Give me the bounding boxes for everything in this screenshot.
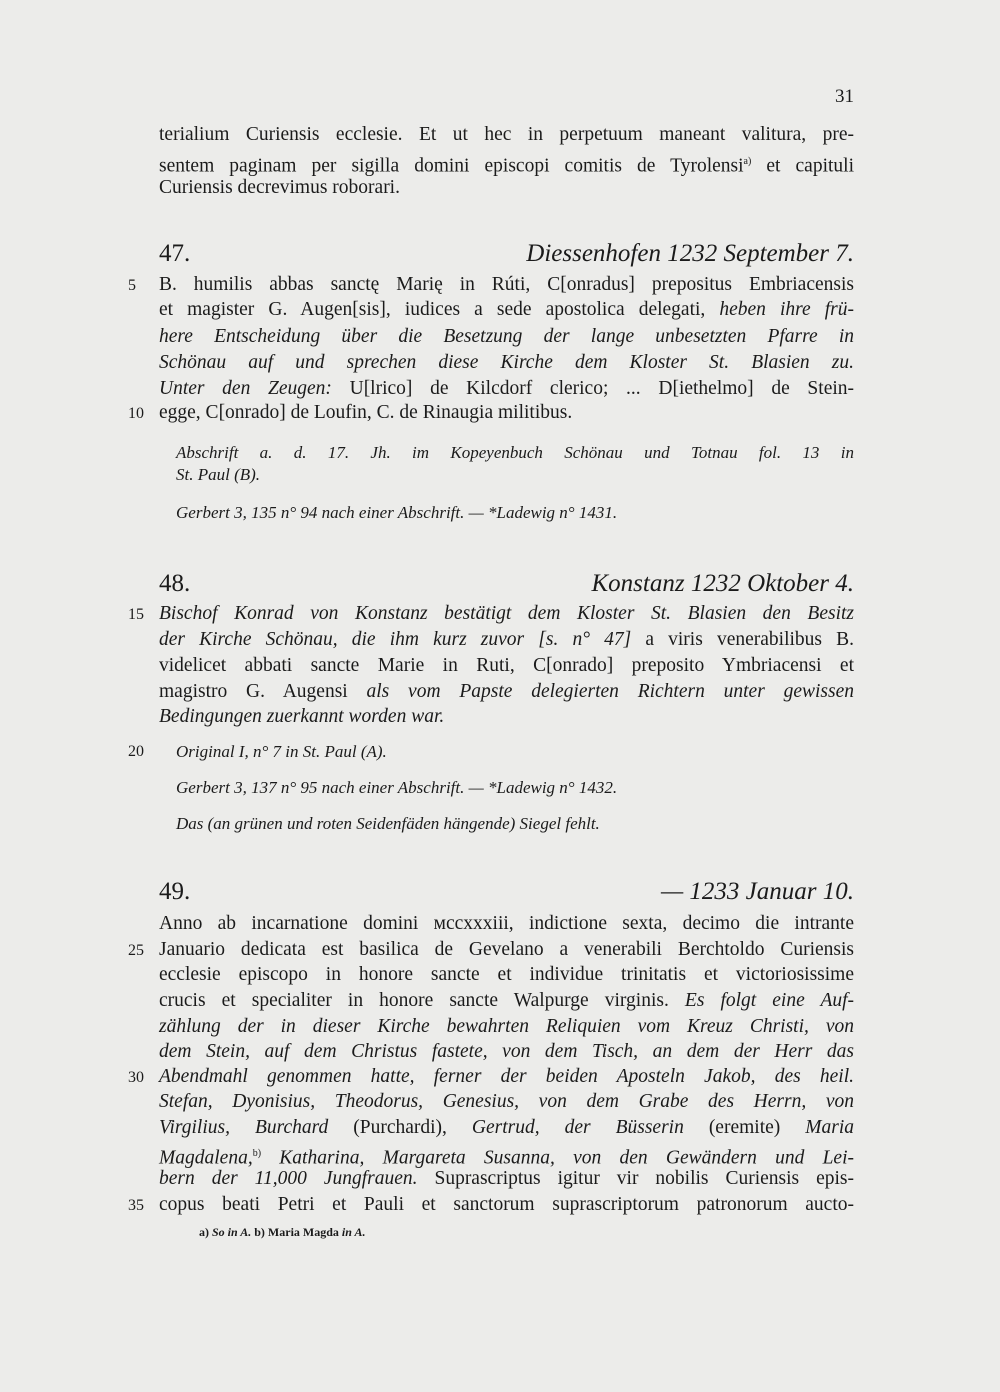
document-number: 48. xyxy=(159,570,191,597)
text-line: Schönau auf und sprechen diese Kirche dem Kloster St. Blasien zu. xyxy=(159,352,854,373)
text-line: terialium Curiensis ecclesie. Et ut hec in perpetuum maneant valitura, pre- xyxy=(159,124,854,145)
text-line: zählung der in dieser Kirche bewahrten Reliquien vom Kreuz Christi, von xyxy=(159,1016,854,1037)
text-line: sentem paginam per sigilla domini episcopi comitis de Tyrolensi$^{a)}$ et capituli xyxy=(159,155,854,177)
text-line: B. humilis abbas sanctę Marię in Rúti, C[onradus] prepositus Embriacensis xyxy=(159,274,854,295)
text-line: bern der 11,000 Jungfrauen. Suprascriptus igitur vir nobilis Curiensis epis- xyxy=(159,1168,855,1189)
line-number: 10 xyxy=(128,405,144,422)
source-note: Abschrift a. d. 17. Jh. im Kopeyenbuch Schönau und Totnau fol. 13 in xyxy=(176,443,854,462)
line-number: 15 xyxy=(128,606,144,623)
text-line: et magister G. Augen[sis], iudices a sede apostolica delegati, heben ihre frü- xyxy=(159,299,855,320)
text-line: dem Stein, auf dem Christus fastete, von dem Tisch, an dem der Herr das xyxy=(159,1041,854,1062)
source-note: Original I, n° 7 in St. Paul (A). xyxy=(176,742,387,761)
text-line: Virgilius, Burchard (Purchardi), Gertrud, der Büsserin (eremite) Maria xyxy=(159,1117,854,1138)
text-line: Januario dedicata est basilica de Gevelano a venerabili Berchtoldo Curiensis xyxy=(159,939,854,960)
text-line: copus beati Petri et Pauli et sanctorum suprascriptorum patronorum aucto- xyxy=(159,1194,854,1215)
page-number: 31 xyxy=(835,86,854,107)
text-line: videlicet abbati sancte Marie in Ruti, C[onrado] preposito Ymbriacensi et xyxy=(159,655,854,676)
text-line: Stefan, Dyonisius, Theodorus, Genesius, von dem Grabe des Herrn, von xyxy=(159,1091,854,1112)
footnote-marker: a) xyxy=(743,156,752,167)
source-note: Gerbert 3, 135 n° 94 nach einer Abschrift. — *Ladewig n° 1431. xyxy=(176,503,618,522)
text-line: Curiensis decrevimus roborari. xyxy=(159,177,400,198)
text-line: ecclesie episcopo in honore sancte et individue trinitatis et victoriosissime xyxy=(159,964,854,985)
text-line: magistro G. Augensi als vom Papste delegierten Richtern unter gewissen xyxy=(159,681,854,702)
text-line: egge, C[onrado] de Loufin, C. de Rinaugia militibus. xyxy=(159,402,573,423)
source-note: St. Paul (B). xyxy=(176,465,261,484)
text-line: Unter den Zeugen: U[lrico] de Kilcdorf clerico; ... D[iethelmo] de Stein- xyxy=(159,378,855,399)
source-note: Das (an grünen und roten Seidenfäden hängende) Siegel fehlt. xyxy=(176,814,600,833)
document-date: Diessenhofen 1232 September 7. xyxy=(526,240,854,267)
document-date: Konstanz 1232 Oktober 4. xyxy=(591,570,854,597)
line-number: 30 xyxy=(128,1069,144,1086)
text-line: here Entscheidung über die Besetzung der lange unbesetzten Pfarre in xyxy=(159,326,854,347)
footnotes: a) So in A. b) Maria Magda in A. xyxy=(199,1225,366,1239)
document-date: — 1233 Januar 10. xyxy=(660,878,854,905)
text-line: Bischof Konrad von Konstanz bestätigt dem Kloster St. Blasien den Besitz xyxy=(159,603,854,624)
text-line: Magdalena,$^{b)}$ Katharina, Margareta Susanna, von den Gewändern und Lei- xyxy=(159,1147,855,1169)
footnote-marker: b) xyxy=(252,1148,262,1159)
line-number: 20 xyxy=(128,743,144,760)
text-line: der Kirche Schönau, die ihm kurz zuvor [s. n° 47] a viris venerabilibus B. xyxy=(159,629,854,650)
line-number: 5 xyxy=(128,277,136,294)
text-line: Anno ab incarnatione domini ᴍccxxxiii, indictione sexta, decimo die intrante xyxy=(159,913,854,934)
text-line: Bedingungen zuerkannt worden war. xyxy=(159,706,445,727)
line-number: 35 xyxy=(128,1197,144,1214)
line-number: 25 xyxy=(128,942,144,959)
source-note: Gerbert 3, 137 n° 95 nach einer Abschrift. — *Ladewig n° 1432. xyxy=(176,778,618,797)
text-line: Abendmahl genommen hatte, ferner der beiden Aposteln Jakob, des heil. xyxy=(159,1066,854,1087)
document-number: 47. xyxy=(159,240,191,267)
document-number: 49. xyxy=(159,878,191,905)
text-line: crucis et specialiter in honore sancte Walpurge virginis. Es folgt eine Auf- xyxy=(159,990,855,1011)
